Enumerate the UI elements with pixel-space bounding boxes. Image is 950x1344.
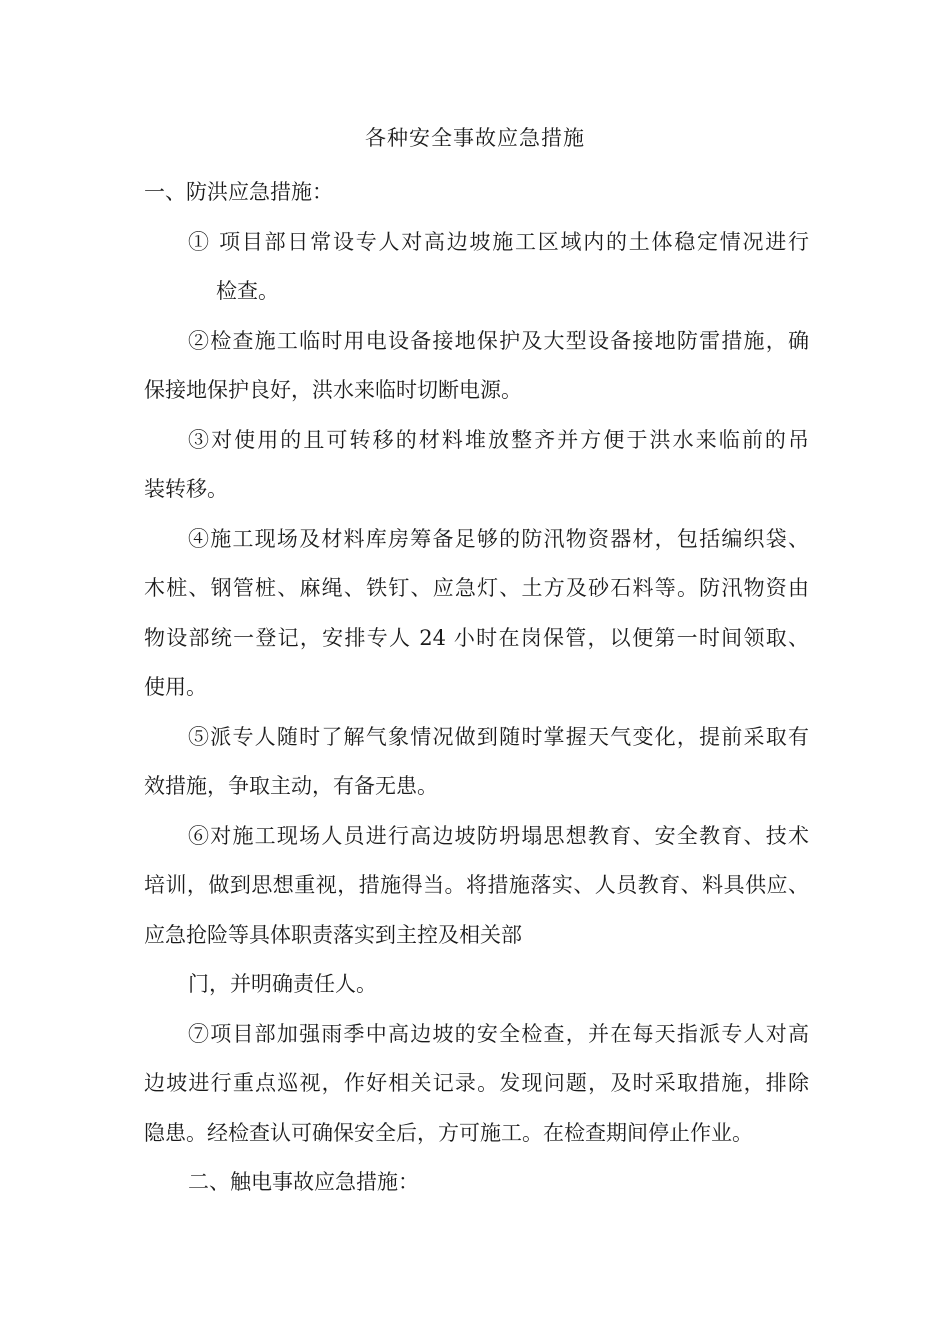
paragraph-line: 隐患。经检查认可确保安全后，方可施工。在检查期间停止作业。 [144, 1120, 753, 1145]
paragraph-1 [144, 218, 809, 317]
paragraph-line: ②检查施工临时用电设备接地保护及大型设备接地防雷措施，确 [188, 328, 809, 353]
paragraph-2 [144, 317, 809, 416]
paragraph-line: 边坡进行重点巡视，作好相关记录。发现问题，及时采取措施，排除 [144, 1071, 809, 1095]
paragraph-line: 保接地保护良好，洪水来临时切断电源。 [144, 378, 522, 402]
paragraph-line: 应急抢险等具体职责落实到主控及相关部 [144, 922, 522, 947]
paragraph-line: ① 项目部日常设专人对高边坡施工区域内的土体稳定情况进行 [188, 229, 809, 254]
document-title: 各种安全事故应急措施 [365, 126, 585, 150]
paragraph-line: 检查。 [216, 279, 279, 303]
paragraph-line: 使用。 [144, 675, 207, 699]
section-heading-flood: 一、防洪应急措施： [144, 180, 333, 204]
document-body [144, 168, 809, 1208]
paragraph-line: 效措施，争取主动，有备无患。 [144, 774, 438, 798]
paragraph-line: 门，并明确责任人。 [188, 972, 377, 996]
paragraph-line: ③对使用的且可转移的材料堆放整齐并方便于洪水来临前的吊 [188, 427, 809, 452]
paragraph-line: 木桩、钢管桩、麻绳、铁钉、应急灯、土方及砂石料等。防汛物资由 [144, 576, 809, 600]
paragraph-3 [144, 416, 809, 515]
paragraph-5 [144, 713, 809, 812]
paragraph-line: 装转移。 [144, 477, 228, 501]
paragraph-7 [144, 1010, 809, 1159]
paragraph-line: 物设部统一登记，安排专人 24 小时在岗保管，以便第一时间领取、 [144, 625, 809, 650]
paragraph-line: ④施工现场及材料库房筹备足够的防汛物资器材，包括编织袋、 [188, 526, 809, 551]
paragraph-4 [144, 515, 809, 713]
paragraph-6 [144, 812, 809, 1010]
section-heading-electric-shock: 二、触电事故应急措施： [188, 1170, 419, 1194]
paragraph-line: ⑤派专人随时了解气象情况做到随时掌握天气变化，提前采取有 [188, 724, 809, 749]
paragraph-line: ⑥对施工现场人员进行高边坡防坍塌思想教育、安全教育、技术 [188, 823, 809, 848]
paragraph-line: ⑦项目部加强雨季中高边坡的安全检查，并在每天指派专人对高 [188, 1021, 809, 1046]
paragraph-line: 培训，做到思想重视，措施得当。将措施落实、人员教育、料具供应、 [144, 873, 809, 897]
